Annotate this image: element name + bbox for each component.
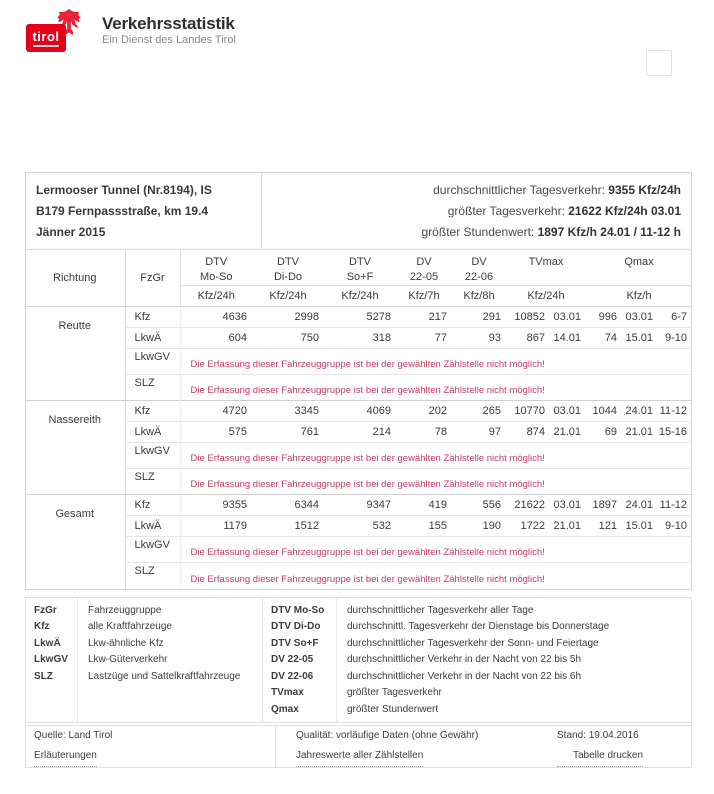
- value-cell: 15.01: [622, 516, 658, 537]
- value-cell: 11-12: [658, 495, 692, 516]
- legend-abbr: LkwÄ: [34, 637, 61, 649]
- value-cell: 03.01: [550, 401, 586, 422]
- value-cell: 202: [396, 401, 452, 422]
- value-cell: 93: [452, 328, 506, 349]
- value-cell: 1722: [506, 516, 550, 537]
- value-cell: 74: [586, 328, 622, 349]
- value-cell: 9-10: [658, 328, 692, 349]
- value-cell: 604: [180, 328, 252, 349]
- column-header-dtv-so-f: DTV So+F: [324, 250, 396, 286]
- not-possible-message: Die Erfassung dieser Fahrzeuggruppe ist bei der gewählten Zählstelle nicht möglich!: [180, 469, 692, 495]
- value-cell: 10770: [506, 401, 550, 422]
- value-cell: 03.01: [550, 307, 586, 328]
- app-title: Verkehrsstatistik: [102, 14, 235, 33]
- value-cell: 1044: [586, 401, 622, 422]
- print-table-button[interactable]: Tabelle drucken: [557, 746, 643, 767]
- source-label: Quelle: Land Tirol: [26, 726, 276, 746]
- unit-dtv-mo-so: Kfz/24h: [180, 286, 252, 307]
- legend-metric-abbr: DTV Di-Do: [271, 621, 321, 632]
- value-cell: 155: [396, 516, 452, 537]
- summary-stat-label: größter Stundenwert:: [421, 225, 538, 239]
- value-cell: 1179: [180, 516, 252, 537]
- legend-metric-abbr: DV 22-05: [271, 654, 314, 665]
- tirol-logo[interactable]: [26, 6, 90, 54]
- legend-metric-desc: größter Tagesverkehr: [347, 687, 442, 698]
- value-cell: 11-12: [658, 401, 692, 422]
- vehicle-group-cell: Kfz: [125, 495, 180, 516]
- tirol-logo-subline: [33, 45, 59, 47]
- value-cell: 14.01: [550, 328, 586, 349]
- legend-abbr: LkwGV: [34, 654, 68, 665]
- vehicle-group-cell: LkwÄ: [125, 422, 180, 443]
- summary-stat-value: 9355 Kfz/24h: [608, 183, 681, 197]
- value-cell: 867: [506, 328, 550, 349]
- placeholder-box: [646, 50, 672, 76]
- legend-metric-abbr: TVmax: [271, 687, 304, 698]
- table-row-message: [25, 349, 692, 375]
- station-road: B179 Fernpassstraße, km 19.4: [36, 204, 209, 218]
- value-cell: 6344: [252, 495, 324, 516]
- legend-metric-abbr: DTV So+F: [271, 637, 319, 649]
- tirol-logo-text: tirol: [32, 28, 60, 44]
- vehicle-group-cell: SLZ: [125, 469, 180, 495]
- legend-metric-desc-column: [337, 598, 691, 723]
- value-cell: 532: [324, 516, 396, 537]
- value-cell: 24.01: [622, 495, 658, 516]
- value-cell: 21.01: [550, 516, 586, 537]
- vehicle-group-cell: SLZ: [125, 563, 180, 589]
- value-cell: 03.01: [622, 307, 658, 328]
- value-cell: 214: [324, 422, 396, 443]
- value-cell: 1512: [252, 516, 324, 537]
- yearly-values-link[interactable]: Jahreswerte aller Zählstellen: [296, 746, 423, 767]
- value-cell: 4720: [180, 401, 252, 422]
- traffic-table-header: [25, 250, 692, 307]
- legend-abbr-column: [26, 598, 78, 723]
- legend-desc: Lkw-ähnliche Kfz: [88, 637, 164, 649]
- table-row-data: [25, 328, 692, 349]
- vehicle-group-cell: LkwÄ: [125, 516, 180, 537]
- legend-abbr: FzGr: [34, 604, 57, 616]
- unit-dtv-di-do: Kfz/24h: [252, 286, 324, 307]
- value-cell: 15.01: [622, 328, 658, 349]
- value-cell: 21.01: [550, 422, 586, 443]
- table-row-message: [25, 537, 692, 563]
- value-cell: 761: [252, 422, 324, 443]
- explanations-link[interactable]: Erläuterungen: [34, 746, 97, 767]
- legend-metric-abbr: DTV Mo-So: [271, 604, 325, 616]
- column-header-richtung: Richtung: [25, 250, 125, 307]
- unit-dtv-so-f: Kfz/24h: [324, 286, 396, 307]
- vehicle-group-cell: LkwÄ: [125, 328, 180, 349]
- traffic-table-body: [25, 307, 692, 589]
- brand-header: [26, 6, 236, 54]
- vehicle-group-cell: LkwGV: [125, 443, 180, 469]
- value-cell: 78: [396, 422, 452, 443]
- summary-stat-label: größter Tagesverkehr:: [447, 204, 569, 218]
- not-possible-message: Die Erfassung dieser Fahrzeuggruppe ist bei der gewählten Zählstelle nicht möglich!: [180, 375, 692, 401]
- column-header-qmax: Qmax: [586, 250, 692, 286]
- report-month: Jänner 2015: [36, 225, 106, 239]
- value-cell: 9355: [180, 495, 252, 516]
- table-row-data: [25, 401, 692, 422]
- unit-dv-22-06: Kfz/8h: [452, 286, 506, 307]
- legend-metric-desc: größter Stundenwert: [347, 703, 439, 715]
- stand-label: Stand: 19.04.2016: [557, 730, 639, 741]
- value-cell: 5278: [324, 307, 396, 328]
- value-cell: 419: [396, 495, 452, 516]
- unit-qmax: Kfz/h: [586, 286, 692, 307]
- station-summary-stats: [262, 173, 691, 249]
- value-cell: 121: [586, 516, 622, 537]
- legend-metric-desc: durchschnittl. Tagesverkehr der Dienstage bis Donnerstage: [347, 621, 610, 632]
- not-possible-message: Die Erfassung dieser Fahrzeuggruppe ist bei der gewählten Zählstelle nicht möglich!: [180, 537, 692, 563]
- value-cell: 15-16: [658, 422, 692, 443]
- legend-desc: Lkw-Güterverkehr: [88, 654, 168, 665]
- legend-metric-desc: durchschnittlicher Tagesverkehr aller Tage: [347, 604, 534, 616]
- direction-cell: Gesamt: [25, 495, 125, 589]
- value-cell: 1897: [586, 495, 622, 516]
- legend-metric-desc: durchschnittlicher Verkehr in der Nacht von 22 bis 6h: [347, 670, 582, 682]
- legend-desc-column: [78, 598, 262, 723]
- summary-stat-value: 1897 Kfz/h 24.01 / 11-12 h: [537, 225, 681, 239]
- value-cell: 24.01: [622, 401, 658, 422]
- value-cell: 2998: [252, 307, 324, 328]
- vehicle-group-cell: LkwGV: [125, 349, 180, 375]
- legend-metric-abbr: DV 22-06: [271, 670, 314, 682]
- vehicle-group-cell: SLZ: [125, 375, 180, 401]
- summary-stat-line: [272, 180, 681, 201]
- column-header-dv-22-06: DV 22-06: [452, 250, 506, 286]
- table-row-data: [25, 516, 692, 537]
- value-cell: 190: [452, 516, 506, 537]
- value-cell: 318: [324, 328, 396, 349]
- value-cell: 291: [452, 307, 506, 328]
- legend-abbr: Kfz: [34, 621, 50, 632]
- value-cell: 217: [396, 307, 452, 328]
- value-cell: 21.01: [622, 422, 658, 443]
- not-possible-message: Die Erfassung dieser Fahrzeuggruppe ist bei der gewählten Zählstelle nicht möglich!: [180, 563, 692, 589]
- not-possible-message: Die Erfassung dieser Fahrzeuggruppe ist bei der gewählten Zählstelle nicht möglich!: [180, 443, 692, 469]
- legend-section: [25, 597, 692, 724]
- vehicle-group-cell: LkwGV: [125, 537, 180, 563]
- value-cell: 9-10: [658, 516, 692, 537]
- value-cell: 4636: [180, 307, 252, 328]
- value-cell: 9347: [324, 495, 396, 516]
- legend-desc: Lastzüge und Sattelkraftfahrzeuge: [88, 670, 241, 682]
- value-cell: 874: [506, 422, 550, 443]
- summary-stat-value: 21622 Kfz/24h 03.01: [568, 204, 681, 218]
- legend-metric-desc: durchschnittlicher Verkehr in der Nacht von 22 bis 5h: [347, 654, 582, 665]
- unit-dv-22-05: Kfz/7h: [396, 286, 452, 307]
- report-document: [25, 172, 692, 768]
- quality-label: Qualität: vorläufige Daten (ohne Gewähr): [296, 730, 479, 741]
- column-header-tvmax: TVmax: [506, 250, 586, 286]
- tirol-logo-square: [26, 24, 66, 52]
- table-row-message: [25, 563, 692, 589]
- value-cell: 265: [452, 401, 506, 422]
- column-header-dtv-mo-so: DTV Mo-So: [180, 250, 252, 286]
- column-header-fzgr: FzGr: [125, 250, 180, 307]
- table-row-data: [25, 422, 692, 443]
- legend-metrics: [263, 598, 691, 723]
- value-cell: 4069: [324, 401, 396, 422]
- value-cell: 6-7: [658, 307, 692, 328]
- summary-stat-line: [272, 201, 681, 222]
- unit-tvmax: Kfz/24h: [506, 286, 586, 307]
- table-row-message: [25, 375, 692, 401]
- value-cell: 03.01: [550, 495, 586, 516]
- not-possible-message: Die Erfassung dieser Fahrzeuggruppe ist bei der gewählten Zählstelle nicht möglich!: [180, 349, 692, 375]
- table-row-message: [25, 443, 692, 469]
- traffic-table: [25, 249, 692, 589]
- table-row-data: [25, 495, 692, 516]
- value-cell: 10852: [506, 307, 550, 328]
- station-identity: [26, 173, 262, 249]
- legend-metric-abbr-column: [263, 598, 337, 723]
- table-row-data: [25, 307, 692, 328]
- legend-desc: alle Kraftfahrzeuge: [88, 621, 172, 632]
- summary-stat-label: durchschnittlicher Tagesverkehr:: [433, 183, 609, 197]
- station-info-section: [26, 173, 691, 249]
- legend-desc: Fahrzeuggruppe: [88, 604, 162, 616]
- value-cell: 556: [452, 495, 506, 516]
- station-name: Lermooser Tunnel (Nr.8194), IS: [36, 183, 212, 197]
- column-header-dtv-di-do: DTV Di-Do: [252, 250, 324, 286]
- app-subtitle: Ein Dienst des Landes Tirol: [102, 34, 236, 46]
- value-cell: 97: [452, 422, 506, 443]
- footer-section: [25, 725, 692, 768]
- value-cell: 575: [180, 422, 252, 443]
- main-panel: [25, 172, 692, 590]
- value-cell: 750: [252, 328, 324, 349]
- value-cell: 77: [396, 328, 452, 349]
- summary-stat-line: [272, 222, 681, 243]
- legend-metric-abbr: Qmax: [271, 703, 299, 715]
- value-cell: 3345: [252, 401, 324, 422]
- column-header-dv-22-05: DV 22-05: [396, 250, 452, 286]
- direction-cell: Nassereith: [25, 401, 125, 495]
- legend-vehicle-groups: [26, 598, 263, 723]
- direction-cell: Reutte: [25, 307, 125, 401]
- value-cell: 69: [586, 422, 622, 443]
- vehicle-group-cell: Kfz: [125, 307, 180, 328]
- legend-abbr: SLZ: [34, 670, 53, 682]
- value-cell: 996: [586, 307, 622, 328]
- vehicle-group-cell: Kfz: [125, 401, 180, 422]
- legend-metric-desc: durchschnittlicher Tagesverkehr der Sonn- und Feiertage: [347, 637, 599, 649]
- value-cell: 21622: [506, 495, 550, 516]
- table-row-message: [25, 469, 692, 495]
